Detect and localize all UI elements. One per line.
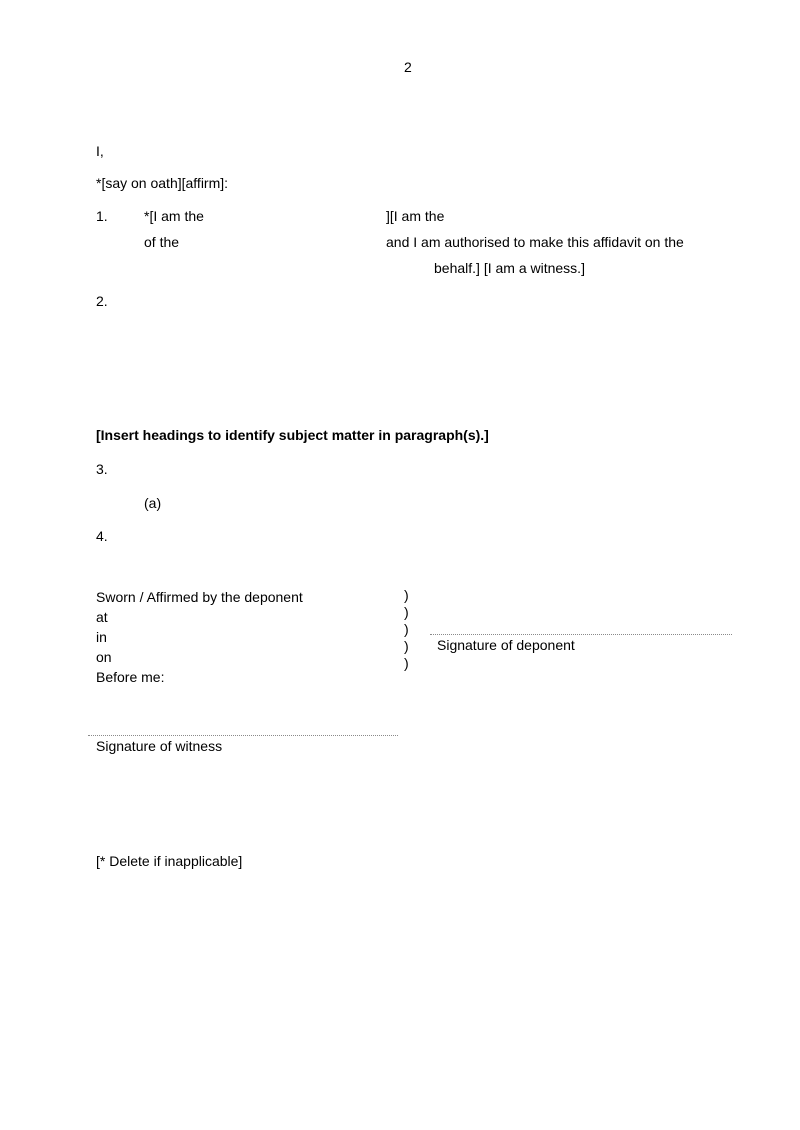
- paragraph-number-4: 4.: [96, 528, 108, 544]
- jurat-paren: ): [404, 604, 409, 620]
- paragraph-number-3: 3.: [96, 461, 108, 477]
- jurat-in-line: in: [96, 629, 107, 645]
- paragraph-1-role-b: ][I am the: [386, 208, 445, 224]
- paragraph-1-authorised: and I am authorised to make this affidavit on the: [386, 234, 684, 250]
- page-number: 2: [404, 59, 412, 75]
- paragraph-1-behalf: behalf.] [I am a witness.]: [434, 260, 585, 276]
- jurat-sworn-line: Sworn / Affirmed by the deponent: [96, 589, 303, 605]
- deponent-intro: I,: [96, 143, 104, 159]
- jurat-before-me-line: Before me:: [96, 669, 165, 685]
- paragraph-1-role-a: *[I am the: [144, 208, 204, 224]
- jurat-at-line: at: [96, 609, 108, 625]
- footnote: [* Delete if inapplicable]: [96, 853, 243, 869]
- paragraph-number-2: 2.: [96, 293, 108, 309]
- oath-option: *[say on oath][affirm]:: [96, 175, 229, 191]
- paragraph-1-of-the: of the: [144, 234, 180, 250]
- subparagraph-a: (a): [144, 495, 162, 511]
- jurat-paren: ): [404, 655, 409, 671]
- heading-instruction: [Insert headings to identify subject matter in paragraph(s).]: [96, 427, 489, 443]
- jurat-paren: ): [404, 621, 409, 637]
- paragraph-number-1: 1.: [96, 208, 108, 224]
- witness-signature-line: [88, 735, 398, 736]
- jurat-on-line: on: [96, 649, 112, 665]
- jurat-paren: ): [404, 587, 409, 603]
- witness-signature-label: Signature of witness: [96, 738, 223, 754]
- deponent-signature-line: [430, 634, 732, 635]
- deponent-signature-label: Signature of deponent: [437, 637, 575, 653]
- jurat-paren: ): [404, 638, 409, 654]
